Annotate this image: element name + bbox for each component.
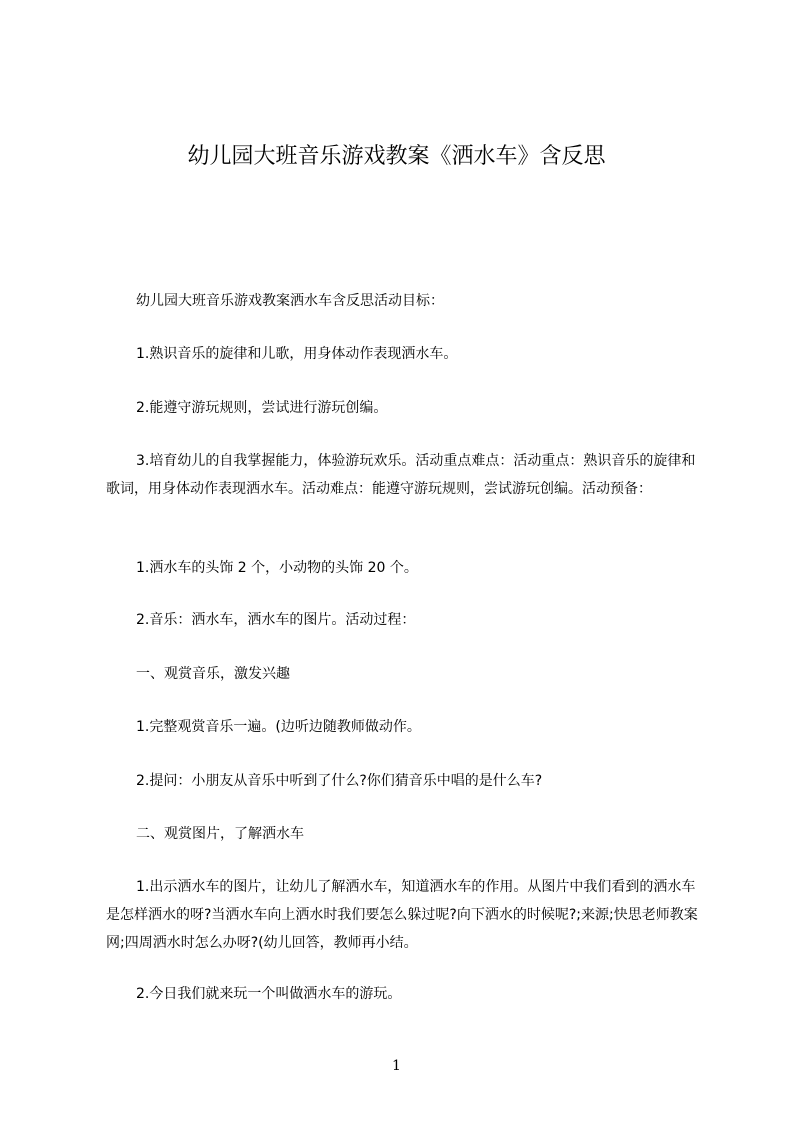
paragraph-step-2-1: 1.出示洒水车的图片，让幼儿了解洒水车，知道洒水车的作用。从图片中我们看到的洒水车是怎样洒水的呀?当洒水车向上洒水时我们要怎么躲过呢?向下洒水的时候呢?;来源;快思老师教案网;四周洒水时怎么办呀?(幼儿回答，教师再小结。	[106, 879, 698, 951]
paragraph-objectives-heading: 幼儿园大班音乐游戏教案洒水车含反思活动目标：	[136, 293, 444, 309]
paragraph-objective-3-and-focus: 3.培育幼儿的自我掌握能力，体验游玩欢乐。活动重点难点：活动重点：熟识音乐的旋律和歌词，用身体动作表现洒水车。活动难点：能遵守游玩规则，尝试游玩创编。活动预备：	[106, 453, 696, 497]
paragraph-step-1-2: 2.提问：小朋友从音乐中听到了什么?你们猜音乐中唱的是什么车?	[136, 773, 543, 789]
section-heading-2: 二、观赏图片，了解洒水车	[136, 826, 304, 842]
paragraph-step-2-2: 2.今日我们就来玩一个叫做洒水车的游玩。	[136, 986, 402, 1002]
document-title: 幼儿园大班音乐游戏教案《洒水车》含反思	[187, 144, 606, 169]
page-number: 1	[392, 1058, 401, 1074]
paragraph-step-1-1: 1.完整观赏音乐一遍。(边听边随教师做动作。	[136, 719, 421, 735]
paragraph-preparation-1: 1.洒水车的头饰 2 个，小动物的头饰 20 个。	[136, 560, 418, 576]
section-heading-1: 一、观赏音乐，激发兴趣	[136, 666, 290, 682]
paragraph-objective-2: 2.能遵守游玩规则，尝试进行游玩创编。	[136, 400, 388, 416]
paragraph-objective-1: 1.熟识音乐的旋律和儿歌，用身体动作表现洒水车。	[136, 346, 458, 362]
paragraph-preparation-2: 2.音乐：洒水车，洒水车的图片。活动过程：	[136, 612, 416, 628]
